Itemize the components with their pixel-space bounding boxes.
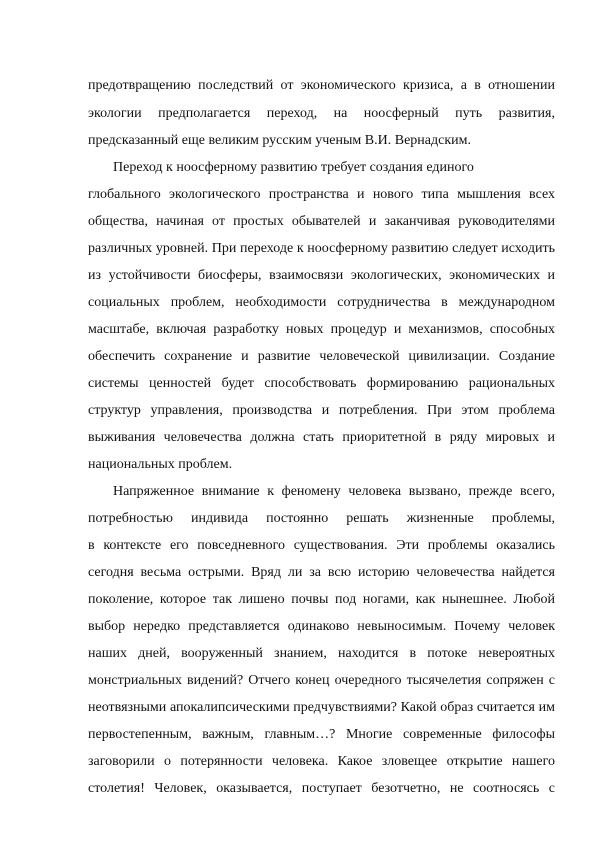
text-line: неотвязными апокалипсическими предчувствиями? Какой образ считается им bbox=[88, 700, 555, 715]
text-line: масштабе, включая разработку новых процедур и механизмов, способных bbox=[88, 322, 555, 337]
text-line: системы ценностей будет способствовать формированию рациональных bbox=[88, 376, 555, 391]
text-line: в контексте его повседневного существования. Эти проблемы оказались bbox=[88, 538, 555, 553]
text-line: выживания человечества должна стать приоритетной в ряду мировых и bbox=[88, 430, 555, 445]
paragraph-first-line: Переход к ноосферному развитию требует создания единого bbox=[113, 160, 474, 175]
paragraph-first-line: Напряженное внимание к феномену человека вызвано, прежде всего, bbox=[113, 484, 555, 499]
text-line: поколение, которое так лишено почвы под ногами, как нынешнее. Любой bbox=[88, 592, 555, 607]
text-line: обеспечить сохранение и развитие человеческой цивилизации. Создание bbox=[88, 349, 555, 364]
text-line: выбор нередко представляется одинаково невыносимым. Почему человек bbox=[88, 619, 555, 634]
text-line: наших дней, вооруженный знанием, находится в потоке невероятных bbox=[88, 646, 555, 661]
text-line: предсказанный еще великим русским ученым В.И. Вернадским. bbox=[88, 133, 471, 148]
text-line: сегодня весьма острыми. Вряд ли за всю историю человечества найдется bbox=[88, 565, 555, 580]
text-line: из устойчивости биосферы, взаимосвязи экологических, экономических и bbox=[88, 268, 555, 283]
text-line: монстриальных видений? Отчего конец очередного тысячелетия сопряжен с bbox=[88, 673, 555, 688]
text-line: столетия! Человек, оказывается, поступает безотчетно, не соотносясь с bbox=[88, 781, 555, 796]
text-line: структур управления, производства и потребления. При этом проблема bbox=[88, 403, 555, 418]
text-line: заговорили о потерянности человека. Какое зловещее открытие нашего bbox=[88, 754, 555, 769]
text-line: различных уровней. При переходе к ноосферному развитию следует исходить bbox=[88, 241, 555, 256]
text-line: потребностью индивида постоянно решать жизненные проблемы, bbox=[88, 511, 555, 526]
text-line: предотвращению последствий от экономического кризиса, а в отношении bbox=[88, 78, 555, 93]
text-line: национальных проблем. bbox=[88, 457, 233, 472]
text-line: первостепенным, важным, главным…? Многие современные философы bbox=[88, 727, 555, 742]
text-line: социальных проблем, необходимости сотрудничества в международном bbox=[88, 295, 555, 310]
text-line: глобального экологического пространства и нового типа мышления всех bbox=[88, 187, 555, 202]
text-line: экологии предполагается переход, на ноосферный путь развития, bbox=[88, 106, 555, 121]
text-line: общества, начиная от простых обывателей и заканчивая руководителями bbox=[88, 214, 555, 229]
